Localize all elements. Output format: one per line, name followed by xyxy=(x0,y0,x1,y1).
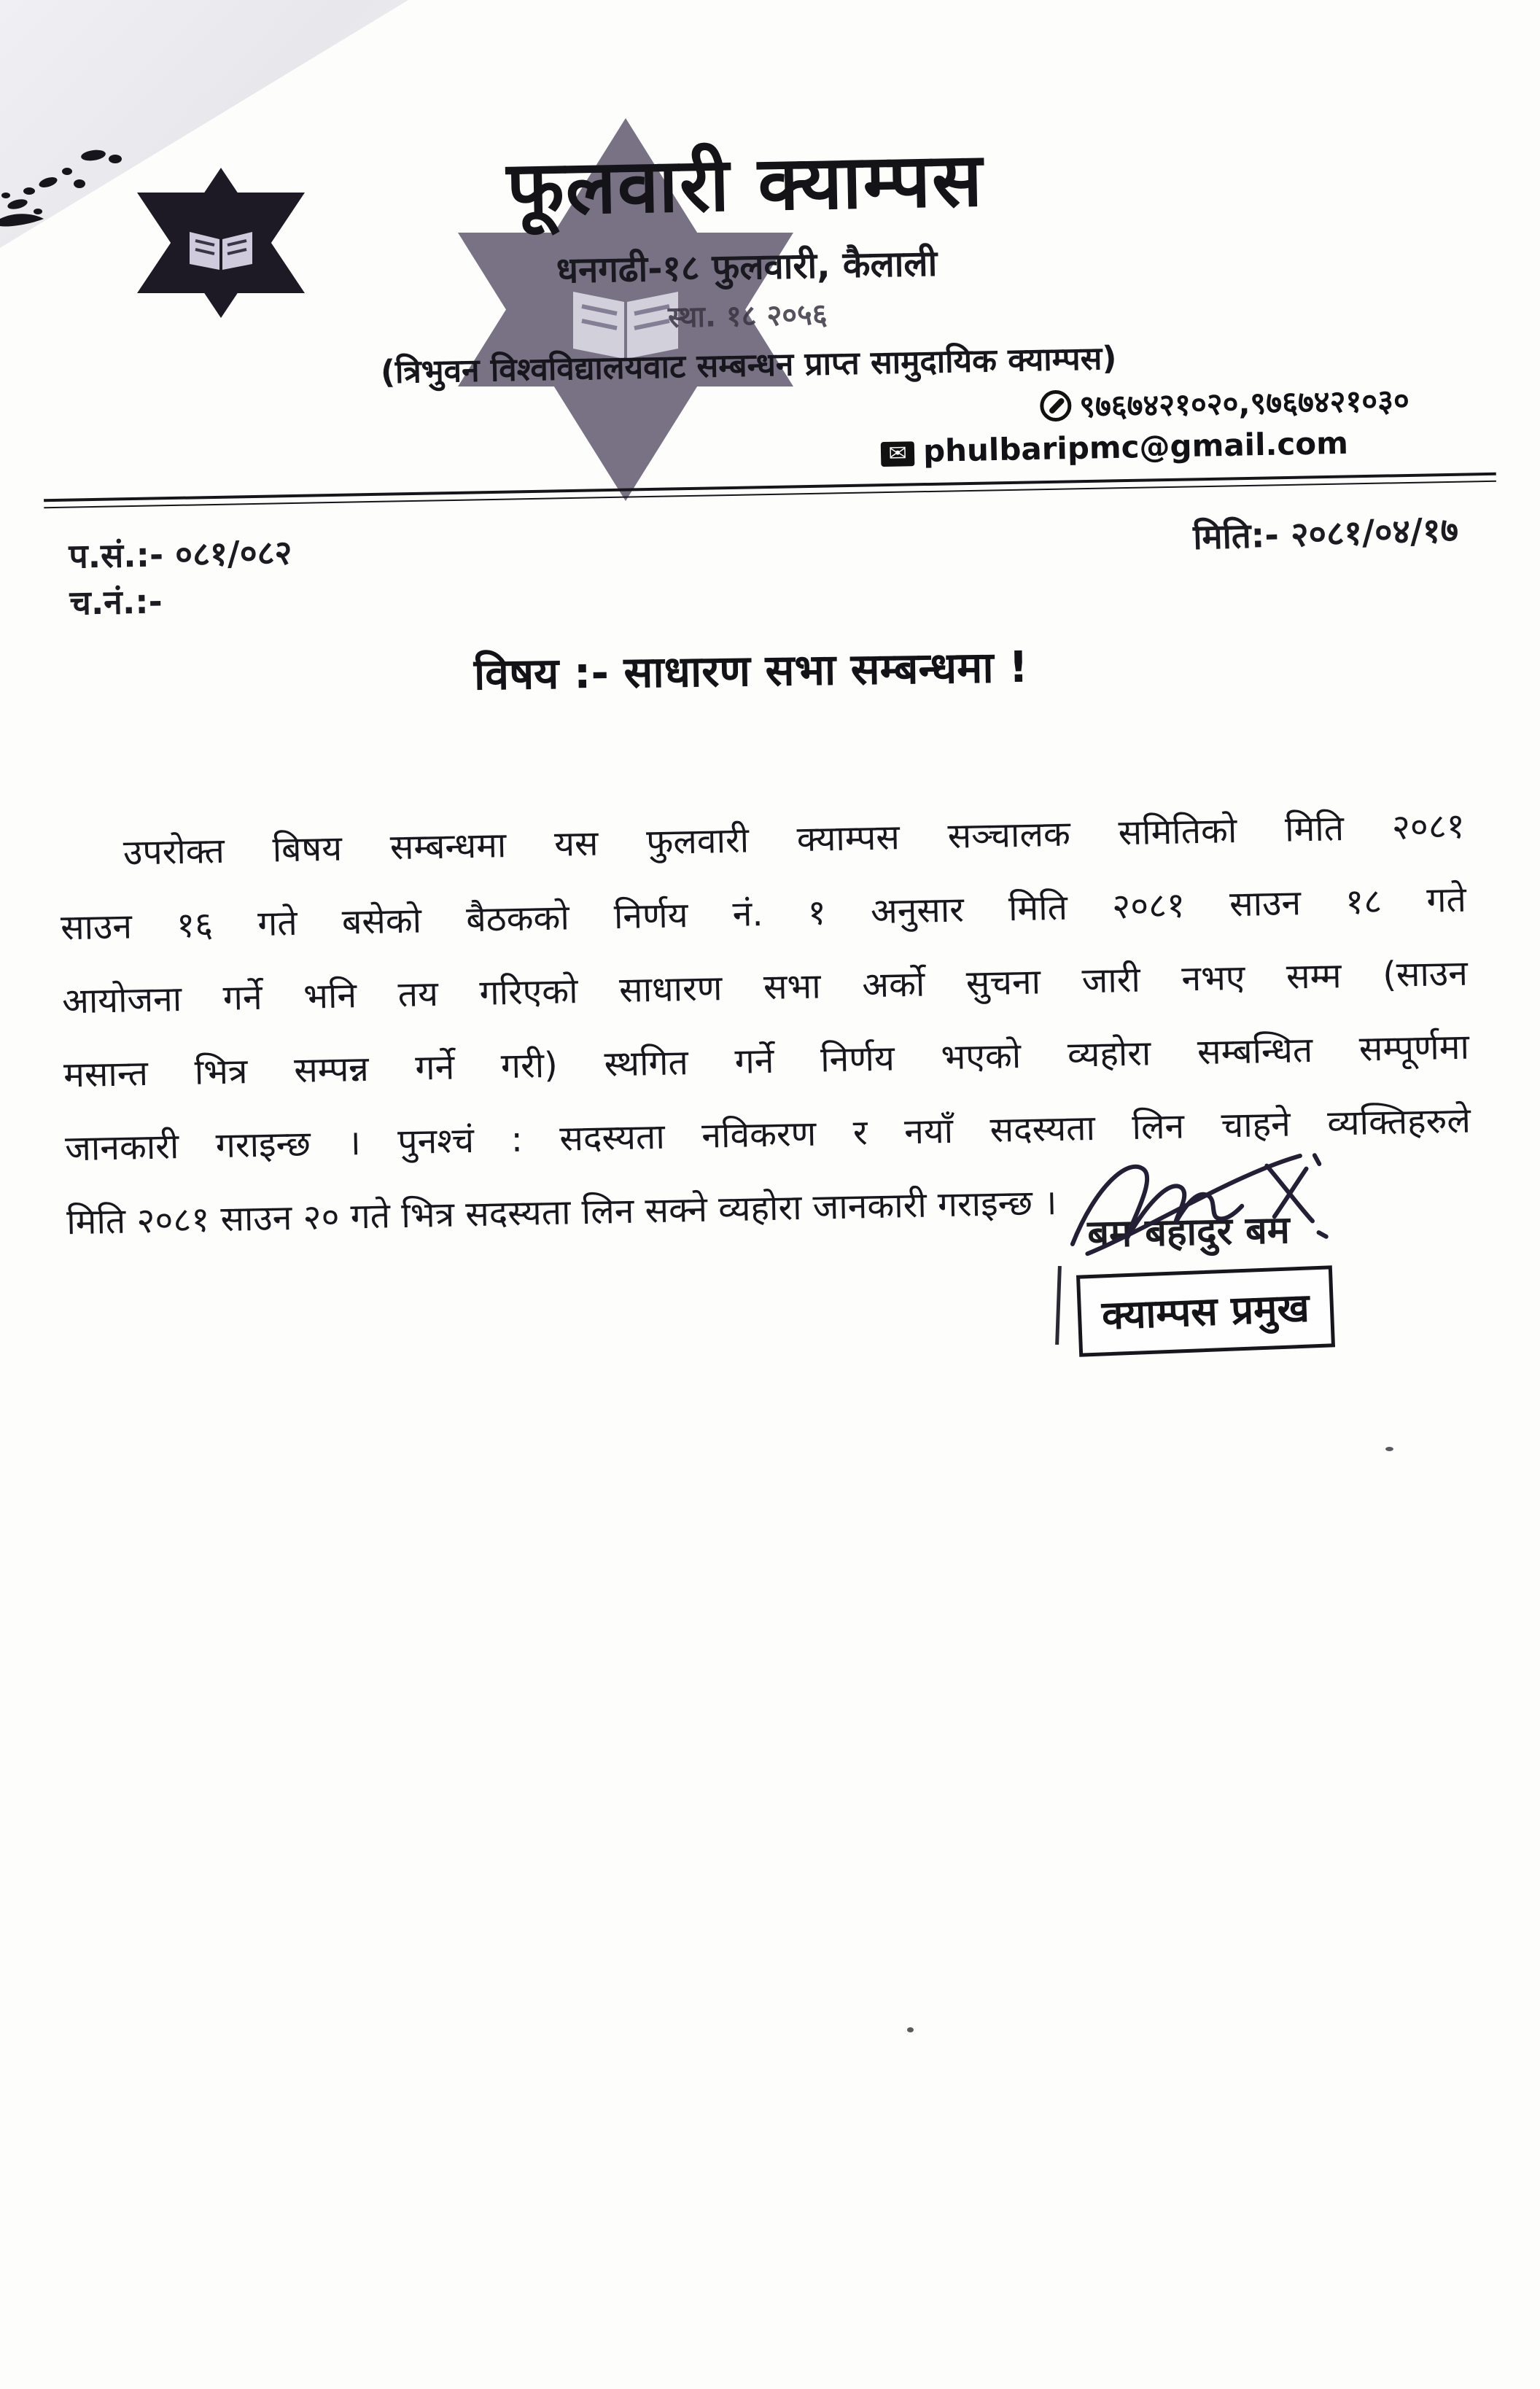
body-line: मिति २०८१ साउन २० गते भित्र सदस्यता लिन सक्ने व्यहोरा जानकारी गराइन्छ । xyxy=(66,1182,1057,1243)
campus-logo-star-book-icon xyxy=(124,168,318,318)
ref-number-line xyxy=(69,529,292,579)
campus-address-line: धनगढी-१८ फुलवारी, कैलाली xyxy=(556,242,938,292)
signer-name: बम बहादुर बम xyxy=(1086,1208,1291,1256)
campus-name-title: फूलवारी क्याम्पस xyxy=(505,136,985,233)
date-line xyxy=(1078,505,1459,562)
ref-number-label: प.सं.:- xyxy=(68,535,164,576)
date-label: मिति:- xyxy=(1192,515,1280,558)
dispatch-number-label: च.नं.:- xyxy=(69,581,163,623)
body-line: आयोजना गर्ने भनि तय गरिएको साधारण सभा अर्को सुचना जारी नभए सम्म (साउन xyxy=(61,952,1469,1022)
designation-stamp: क्याम्पस प्रमुख xyxy=(1076,1265,1335,1356)
handwritten-signature xyxy=(1059,1139,1332,1265)
stamp-edge-mark xyxy=(1055,1266,1062,1345)
scan-speck xyxy=(907,2027,914,2032)
body-line: उपरोक्त बिषय सम्बन्धमा यस फुलवारी क्याम्पस सञ्चालक समितिको मिति २०८१ xyxy=(122,805,1466,874)
affiliation-note: (त्रिभुवन विश्वविद्यालयवाट सम्बन्धन प्राप्त सामुदायिक क्याम्पस) xyxy=(380,339,1117,392)
subject-line: विषय :- साधारण सभा सम्बन्धमा ! xyxy=(473,641,1029,700)
email-icon: ✉ xyxy=(881,441,915,467)
phone-numbers: ९७६७४२१०२०,९७६७४२१०३० xyxy=(1078,382,1410,424)
phone-icon xyxy=(1040,389,1073,430)
reference-block xyxy=(69,529,293,626)
body-line: मसान्त भित्र सम्पन्न गर्ने गरी) स्थगित गर्ने निर्णय भएको व्यहोरा सम्बन्धित सम्पूर्णमा xyxy=(63,1026,1470,1096)
scan-speck xyxy=(1385,1447,1393,1451)
ref-number-value: ०८१/०८२ xyxy=(174,532,292,575)
body-line: साउन १६ गते बसेको बैठकको निर्णय नं. १ अनुसार मिति २०८१ साउन १८ गते xyxy=(60,879,1467,949)
body-line: जानकारी गराइन्छ । पुनश्चं : सदस्यता नविकरण र नयाँ सदस्यता लिन चाहने व्यक्तिहरुले xyxy=(64,1100,1471,1170)
email-address: phulbaripmc@gmail.com xyxy=(922,424,1349,470)
date-value: २०८१/०४/१७ xyxy=(1290,510,1459,556)
dispatch-number-line xyxy=(69,575,293,626)
established-year-line: स्था. १८ २०५६ xyxy=(667,298,828,335)
